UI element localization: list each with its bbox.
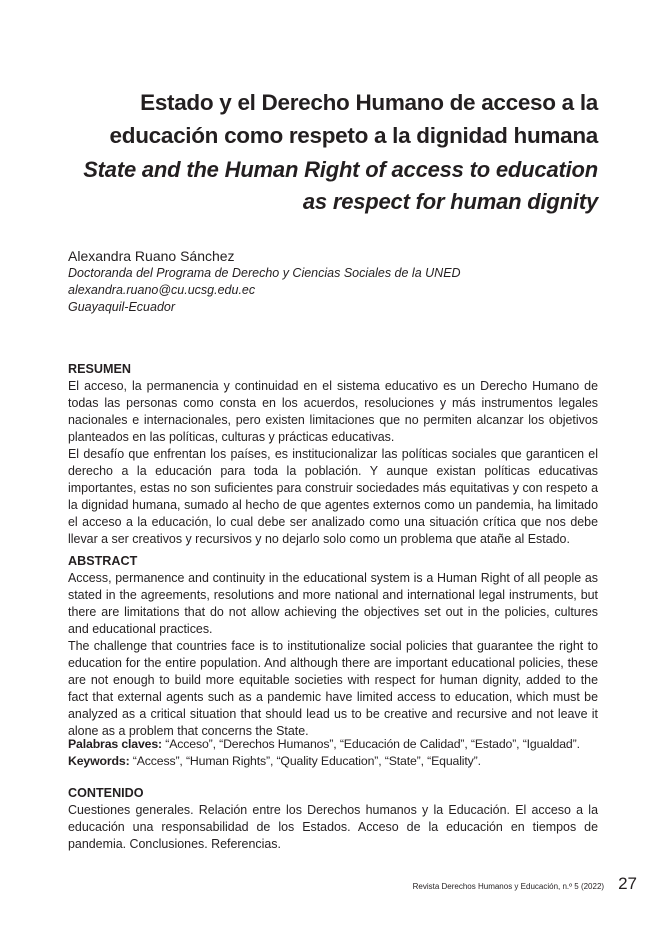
journal-name: Revista Derechos Humanos y Educación, n.º 5 (2022) [412,882,605,891]
title-spanish-line-1: Estado y el Derecho Humano de acceso a la [140,90,598,115]
title-english-line-2: as respect for human dignity [302,189,598,214]
page-number: 27 [618,874,637,893]
article-title-english [68,154,598,218]
keywords-label: Keywords: [68,754,130,768]
keywords-line [68,753,598,770]
abstract-heading: ABSTRACT [68,554,138,568]
author-block [68,247,598,316]
title-english-line-1: State and the Human Right of access to education [83,157,598,182]
title-spanish-line-2: educación como respeto a la dignidad humana [109,123,598,148]
palabras-claves-text: “Acceso”, “Derechos Humanos”, “Educación de Calidad”, “Estado”, “Igualdad”. [165,737,580,751]
contenido-section [68,785,598,853]
article-title-spanish [68,86,598,152]
title-block [68,86,598,218]
author-name: Alexandra Ruano Sánchez [68,248,235,264]
resumen-section [68,361,598,548]
author-email: alexandra.ruano@cu.ucsg.edu.ec [68,283,256,297]
resumen-heading: RESUMEN [68,362,131,376]
contenido-heading: CONTENIDO [68,786,144,800]
keywords-block [68,736,598,770]
abstract-paragraph-1: Access, permanence and continuity in the educational system is a Human Right of all people as stated in the agreements, resolutions and more national and international legal instruments, but there are limitations that do not allow achieving the objectives set out in the policies, cultures and educational practices. [68,571,598,636]
resumen-paragraph-2: El desafío que enfrentan los países, es institucionalizar las políticas sociales que garanticen el derecho a la educación para toda la población. Y aunque existan políticas educativas importantes, estas no son suficientes para construir sociedades más equitativas y con respeto a la dignidad humana, sumado al hecho de que agentes externos como un pandemia, ha limitado el acceso a la educación, lo cual debe ser analizado como una situación crítica que nos debe llevar a ser creativos y recursivos y no dejarlo solo como un problema que atañe al Estado. [68,447,598,546]
page-footer [413,874,637,894]
abstract-paragraph-2: The challenge that countries face is to institutionalize social policies that guarantee the right to education for the entire population. And although there are important educational policies, these are not enough to build more equitable societies with respect for human dignity, added to the fact that external agents such as a pandemic have limited access to education, which must be analyzed as a critical situation that should lead us to be creative and recursive and not leave it alone as a problem that concerns the State. [68,639,598,738]
resumen-paragraph-1: El acceso, la permanencia y continuidad en el sistema educativo es un Derecho Humano de todas las personas como consta en los acuerdos, resoluciones y más instrumentos legales nacionales e internacionales, pero existen limitaciones que no permiten alcanzar los objetivos planteados en las políticas, culturas y prácticas educativas. [68,379,598,444]
author-location: Guayaquil-Ecuador [68,300,176,314]
palabras-claves-label: Palabras claves: [68,737,162,751]
author-affiliation: Doctoranda del Programa de Derecho y Ciencias Sociales de la UNED [68,266,461,280]
contenido-text: Cuestiones generales. Relación entre los Derechos humanos y la Educación. El acceso a la educación una responsabilidad de los Estados. Acceso de la educación en tiempos de pandemia. Conclusiones. Referencias. [68,803,598,851]
keywords-text: “Access”, “Human Rights”, “Quality Education”, “State”, “Equality”. [132,754,481,768]
palabras-claves-line [68,736,598,753]
abstract-section [68,553,598,740]
